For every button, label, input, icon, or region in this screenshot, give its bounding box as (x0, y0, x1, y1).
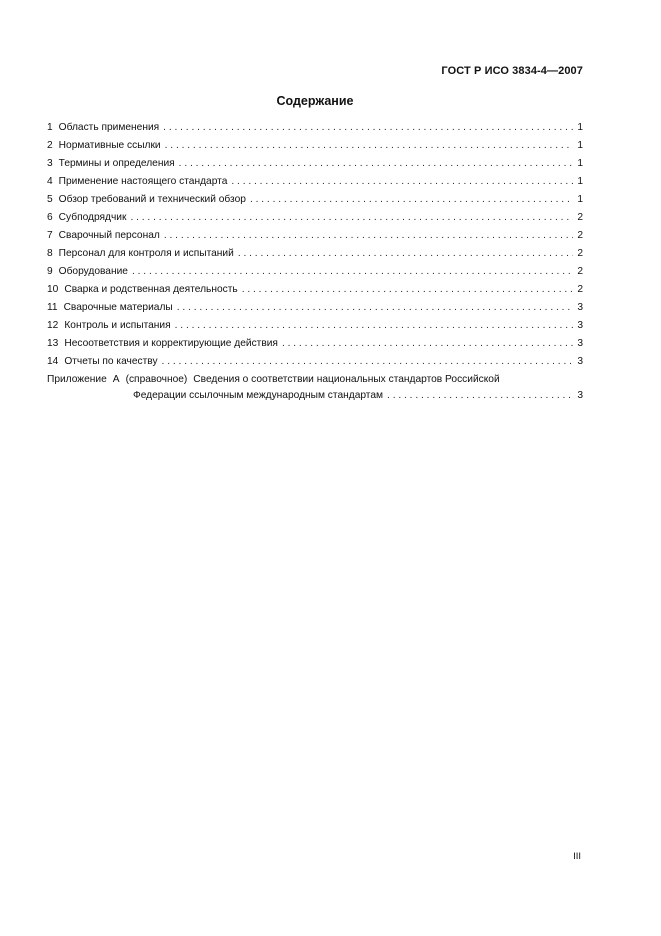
toc-entry-number: 5 (47, 194, 53, 205)
toc-entry-page: 2 (577, 248, 583, 259)
toc-leader-dots (165, 140, 573, 151)
toc-entry-label: Термины и определения (58, 158, 175, 169)
toc-leader-dots (130, 212, 573, 223)
toc-leader-dots (282, 338, 573, 349)
toc-entry-number: 9 (47, 266, 53, 277)
toc-entry-number: 10 (47, 284, 59, 295)
toc-entry-label: Сварка и родственная деятельность (64, 284, 238, 295)
toc-entry-page: 1 (577, 158, 583, 169)
appendix-title-line2: Федерации ссылочным международным стандартам (133, 390, 384, 401)
toc-entry-label: Субподрядчик (58, 212, 127, 223)
toc-entry-page: 3 (577, 356, 583, 367)
toc-entry-number: 7 (47, 230, 53, 241)
toc-entry-14 (47, 356, 583, 374)
appendix-prefix: Приложение (47, 374, 107, 385)
toc-entry-page: 1 (577, 176, 583, 187)
toc-entry-13 (47, 338, 583, 356)
toc-entry-2 (47, 140, 583, 158)
toc-entry-page: 1 (577, 140, 583, 151)
toc-entry-6 (47, 212, 583, 230)
toc-entry-5 (47, 194, 583, 212)
toc-entry-number: 1 (47, 122, 53, 133)
toc-entry-label: Нормативные ссылки (58, 140, 161, 151)
toc-entry-page: 3 (577, 320, 583, 331)
appendix-letter: А (112, 374, 120, 385)
toc-entry-label: Несоответствия и корректирующие действия (64, 338, 278, 349)
toc-leader-dots (250, 194, 573, 205)
toc-entry-12 (47, 320, 583, 338)
toc-entry-page: 1 (577, 194, 583, 205)
toc-entry-label: Сварочные материалы (63, 302, 173, 313)
toc-entry-page: 2 (577, 212, 583, 223)
toc-entry-label: Оборудование (58, 266, 128, 277)
toc-entry-page: 3 (577, 302, 583, 313)
toc-appendix-continuation (47, 390, 583, 406)
table-of-contents (47, 122, 583, 406)
toc-entry-page: 3 (577, 338, 583, 349)
toc-leader-dots (175, 320, 573, 331)
toc-entry-1 (47, 122, 583, 140)
toc-entry-7 (47, 230, 583, 248)
toc-title: Содержание (276, 94, 354, 108)
toc-entry-number: 12 (47, 320, 59, 331)
toc-entry-4 (47, 176, 583, 194)
toc-leader-dots (242, 284, 573, 295)
toc-leader-dots (179, 158, 573, 169)
toc-entry-label: Применение настоящего стандарта (58, 176, 228, 187)
toc-entry-number: 4 (47, 176, 53, 187)
toc-entry-number: 13 (47, 338, 59, 349)
toc-entry-10 (47, 284, 583, 302)
appendix-title-line1: Сведения о соответствии национальных стандартов Российской (193, 374, 500, 385)
document-code: ГОСТ Р ИСО 3834-4—2007 (441, 65, 583, 77)
toc-leader-dots (163, 122, 573, 133)
toc-entry-label: Персонал для контроля и испытаний (58, 248, 234, 259)
toc-entry-page: 2 (577, 284, 583, 295)
toc-leader-dots (132, 266, 573, 277)
toc-entry-label: Контроль и испытания (64, 320, 171, 331)
toc-entry-number: 14 (47, 356, 59, 367)
toc-entry-label: Отчеты по качеству (64, 356, 158, 367)
toc-leader-dots (387, 390, 573, 401)
toc-appendix (47, 374, 583, 390)
toc-leader-dots (164, 230, 573, 241)
toc-entry-9 (47, 266, 583, 284)
toc-entry-number: 8 (47, 248, 53, 259)
page-number: III (573, 851, 581, 862)
toc-entry-label: Область применения (58, 122, 160, 133)
toc-entry-11 (47, 302, 583, 320)
toc-entry-label: Сварочный персонал (58, 230, 160, 241)
toc-entry-3 (47, 158, 583, 176)
toc-leader-dots (177, 302, 573, 313)
toc-entry-number: 3 (47, 158, 53, 169)
appendix-kind: (справочное) (125, 374, 188, 385)
toc-entry-number: 11 (47, 302, 58, 313)
toc-entry-page: 1 (577, 122, 583, 133)
toc-entry-number: 2 (47, 140, 53, 151)
toc-entry-label: Обзор требований и технический обзор (58, 194, 246, 205)
toc-entry-page: 2 (577, 230, 583, 241)
toc-entry-8 (47, 248, 583, 266)
toc-entry-page: 2 (577, 266, 583, 277)
appendix-page: 3 (577, 390, 583, 401)
toc-leader-dots (162, 356, 573, 367)
toc-leader-dots (231, 176, 573, 187)
toc-entry-number: 6 (47, 212, 53, 223)
toc-leader-dots (238, 248, 573, 259)
